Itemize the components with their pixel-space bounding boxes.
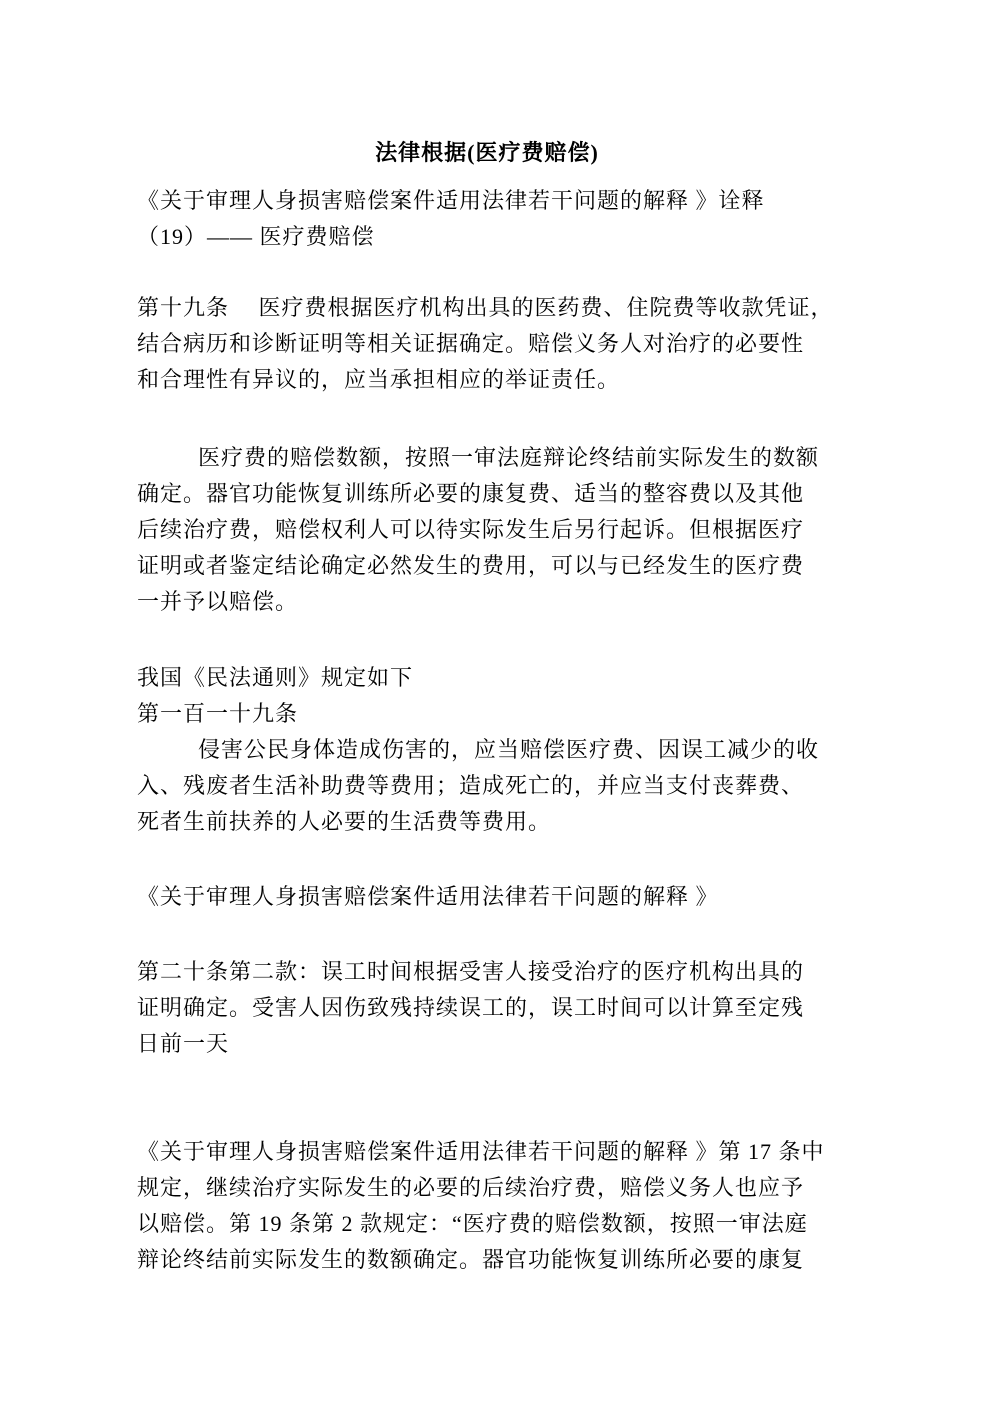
document-title: 法律根据(医疗费赔偿) bbox=[375, 140, 599, 165]
text-line: 日前一天 bbox=[137, 1031, 230, 1056]
text-line: 后续治疗费，赔偿权利人可以待实际发生后另行起诉。但根据医疗 bbox=[137, 517, 805, 542]
text-line: 我国《民法通则》规定如下 bbox=[137, 665, 414, 690]
text-line: 一并予以赔偿。 bbox=[137, 589, 299, 614]
paragraph-minfa-intro bbox=[137, 660, 837, 696]
text-line: 第一百一十九条 bbox=[137, 701, 299, 726]
text-line: 《关于审理人身损害赔偿案件适用法律若干问题的解释 》 bbox=[137, 884, 719, 909]
text-line: （19）—— 医疗费赔偿 bbox=[137, 224, 375, 249]
text-line: 医疗费的赔偿数额，按照一审法庭辩论终结前实际发生的数额 bbox=[198, 445, 820, 470]
heading-article-119 bbox=[137, 696, 837, 732]
paragraph-article-19 bbox=[137, 290, 837, 398]
text-line: 《关于审理人身损害赔偿案件适用法律若干问题的解释 》诠释 bbox=[137, 188, 765, 213]
text-line: 结合病历和诊断证明等相关证据确定。赔偿义务人对治疗的必要性 bbox=[137, 331, 805, 356]
text-line: 证明或者鉴定结论确定必然发生的费用，可以与已经发生的医疗费 bbox=[137, 553, 805, 578]
paragraph-article-119 bbox=[137, 732, 837, 840]
text-line: 《关于审理人身损害赔偿案件适用法律若干问题的解释 》第 17 条中 bbox=[137, 1139, 825, 1164]
text-line: 第十九条 医疗费根据医疗机构出具的医药费、住院费等收款凭证， bbox=[137, 295, 834, 320]
paragraph-interpretation-title bbox=[137, 879, 837, 915]
text-line: 辩论终结前实际发生的数额确定。器官功能恢复训练所必要的康复 bbox=[137, 1247, 805, 1272]
paragraph-compensation-amount bbox=[137, 440, 837, 620]
text-line: 证明确定。受害人因伤致残持续误工的，误工时间可以计算至定残 bbox=[137, 995, 805, 1020]
text-line: 第二十条第二款：误工时间根据受害人接受治疗的医疗机构出具的 bbox=[137, 959, 805, 984]
paragraph-article-20 bbox=[137, 954, 837, 1062]
text-line: 入、残废者生活补助费等费用；造成死亡的，并应当支付丧葬费、 bbox=[137, 773, 805, 798]
paragraph-subtitle bbox=[137, 183, 837, 255]
paragraph-article-17 bbox=[137, 1134, 837, 1278]
text-line: 以赔偿。第 19 条第 2 款规定：“医疗费的赔偿数额，按照一审法庭 bbox=[137, 1211, 808, 1236]
text-line: 规定，继续治疗实际发生的必要的后续治疗费，赔偿义务人也应予 bbox=[137, 1175, 805, 1200]
text-line: 侵害公民身体造成伤害的，应当赔偿医疗费、因误工减少的收 bbox=[198, 737, 820, 762]
text-line: 确定。器官功能恢复训练所必要的康复费、适当的整容费以及其他 bbox=[137, 481, 805, 506]
document-content bbox=[137, 0, 837, 1278]
text-line: 和合理性有异议的，应当承担相应的举证责任。 bbox=[137, 367, 621, 392]
text-line: 死者生前扶养的人必要的生活费等费用。 bbox=[137, 809, 552, 834]
